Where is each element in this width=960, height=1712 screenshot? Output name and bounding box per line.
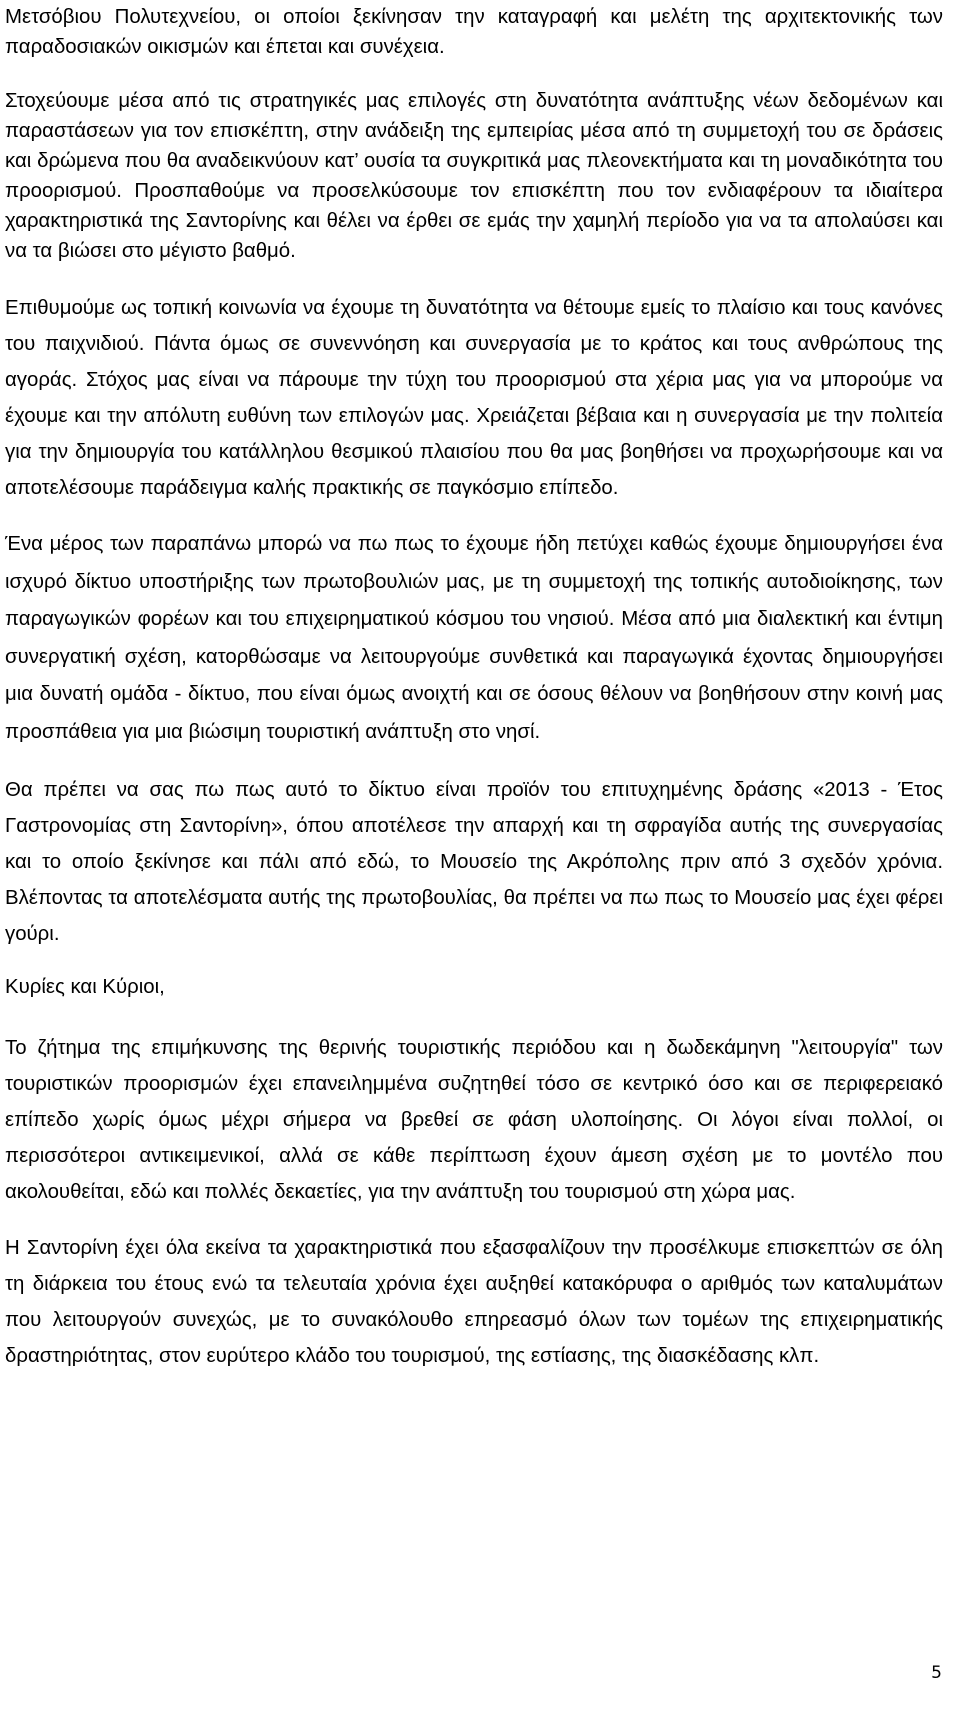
paragraph-3: Επιθυμούμε ως τοπική κοινωνία να έχουμε τη δυνατότητα να θέτουμε εμείς το πλαίσιο και τους κανόνες του παιχνιδιού. Πάντα όμως σε συνεννόηση και συνεργασία με το κράτος και τους ανθρώπους της αγοράς. Στόχος μας είναι να πάρουμε την τύχη του προορισμού στα χέρια μας για να μπορούμε να έχουμε και την απόλυτη ευθύνη των επιλογών μας. Χρειάζεται βέβαια και η συνεργασία με την πολιτεία για την δημιουργία του κατάλληλου θεσμικού πλαισίου που θα μας βοηθήσει να προχωρήσουμε και να αποτελέσουμε παράδειγμα καλής πρακτικής σε παγκόσμιο επίπεδο. — [5, 297, 943, 499]
paragraph-7: Το ζήτημα της επιμήκυνσης της θερινής τουριστικής περιόδου και η δωδεκάμηνη "λειτουργία" των τουριστικών προορισμών έχει επανειλημμένα συζητηθεί τόσο σε κεντρικό όσο και σε περιφερειακό επίπεδο χωρίς όμως μέχρι σήμερα να βρεθεί σε φάση υλοποίησης. Οι λόγοι είναι πολλοί, οι περισσότεροι αντικειμενικοί, αλλά σε κάθε περίπτωση έχουν άμεση σχέση με το μοντέλο που ακολουθείται, εδώ και πολλές δεκαετίες, για την ανάπτυξη του τουρισμού στη χώρα μας. — [5, 1037, 943, 1203]
paragraph-1: Μετσόβιου Πολυτεχνείου, οι οποίοι ξεκίνησαν την καταγραφή και μελέτη της αρχιτεκτονικής των παραδοσιακών οικισμών και έπεται και συνέχεια. — [5, 6, 943, 58]
paragraph-2: Στοχεύουμε μέσα από τις στρατηγικές μας επιλογές στη δυνατότητα ανάπτυξης νέων δεδομένων και παραστάσεων για τον επισκέπτη, στην ανάδειξη της εμπειρίας μέσα από τη συμμετοχή του σε δράσεις και δρώμενα που θα αναδεικνύουν κατ’ ουσία τα συγκριτικά μας πλεονεκτήματα και τη μοναδικότητα του προορισμού. Προσπαθούμε να προσελκύσουμε τον επισκέπτη που τον ενδιαφέρουν τα ιδιαίτερα χαρακτηριστικά της Σαντορίνης και θέλει να έρθει σε εμάς την χαμηλή περίοδο για να τα απολαύσει και να τα βιώσει στο μέγιστο βαθμό. — [5, 90, 943, 262]
page-number: 5 — [931, 1663, 942, 1683]
paragraph-8: Η Σαντορίνη έχει όλα εκείνα τα χαρακτηριστικά που εξασφαλίζουν την προσέλκυμε επισκεπτών σε όλη τη διάρκεια του έτους ενώ τα τελευταία χρόνια έχει αυξηθεί κατακόρυφα ο αριθμός των καταλυμάτων που λειτουργούν συνεχώς, με το συνακόλουθο επηρεασμό όλων των τομέων της επιχειρηματικής δραστηριότητας, στον ευρύτερο κλάδο του τουρισμού, της εστίασης, της διασκέδασης κλπ. — [5, 1237, 943, 1367]
paragraph-4: Ένα μέρος των παραπάνω μπορώ να πω πως το έχουμε ήδη πετύχει καθώς έχουμε δημιουργήσει ένα ισχυρό δίκτυο υποστήριξης των πρωτοβουλιών μας, με τη συμμετοχή της τοπικής αυτοδιοίκησης, των παραγωγικών φορέων και του επιχειρηματικού κόσμου του νησιού. Μέσα από μια διαλεκτική και έντιμη συνεργατική σχέση, κατορθώσαμε να λειτουργούμε συνθετικά και παραγωγικά έχοντας δημιουργήσει μια δυνατή ομάδα - δίκτυο, που είναι όμως ανοιχτή και σε όσους θέλουν να βοηθήσουν στην κοινή μας προσπάθεια για μια βιώσιμη τουριστική ανάπτυξη στο νησί. — [5, 533, 943, 743]
paragraph-5: Θα πρέπει να σας πω πως αυτό το δίκτυο είναι προϊόν του επιτυχημένης δράσης «2013 - Έτος Γαστρονομίας στη Σαντορίνη», όπου αποτέλεσε την απαρχή και τη σφραγίδα αυτής της συνεργασίας και το οποίο ξεκίνησε και πάλι από εδώ, το Μουσείο της Ακρόπολης πριν από 3 σχεδόν χρόνια. Βλέποντας τα αποτελέσματα αυτής της πρωτοβουλίας, θα πρέπει να πω πως το Μουσείο μας έχει φέρει γούρι. — [5, 779, 943, 945]
paragraph-6: Κυρίες και Κύριοι, — [5, 976, 165, 998]
